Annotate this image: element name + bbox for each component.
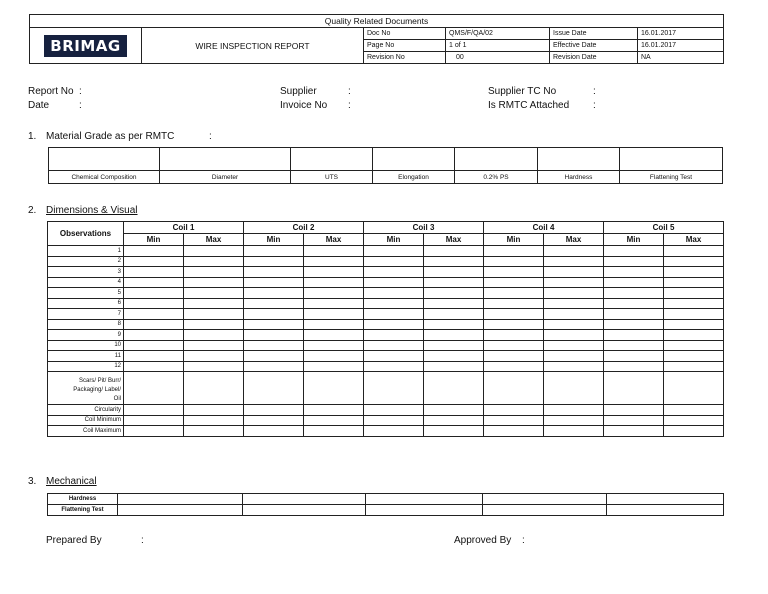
value-cell[interactable] [304,372,364,405]
value-cell[interactable] [364,246,424,257]
value-cell[interactable] [544,415,604,426]
value-cell[interactable] [364,277,424,288]
value-cell[interactable] [124,246,184,257]
row-label: Flattening Test [48,505,118,516]
section-2-heading [28,205,138,216]
value-cell[interactable] [184,330,244,341]
date-label: Date [28,100,50,111]
colon: : [348,100,351,111]
value-cell[interactable] [424,298,484,309]
value-cell[interactable] [184,415,244,426]
value-cell[interactable] [124,298,184,309]
value-cell[interactable] [184,372,244,405]
value-cell[interactable] [604,319,664,330]
meta-value: 16.01.2017 [638,40,724,52]
dimensions-table [47,221,724,437]
table-row [48,361,724,372]
value-cell[interactable] [304,309,364,320]
value-cell[interactable] [604,351,664,362]
value-cell[interactable] [118,494,243,505]
section-number: 1. [28,131,37,142]
value-cell[interactable] [664,309,724,320]
row-label: 9 [48,330,124,341]
section-3-heading [28,476,97,487]
value-cell[interactable] [124,426,184,437]
value-cell[interactable] [664,361,724,372]
value-cell[interactable] [484,426,544,437]
value-cell[interactable] [304,277,364,288]
value-cell[interactable] [544,319,604,330]
value-cell[interactable] [364,426,424,437]
value-cell[interactable] [604,246,664,257]
document-header [29,14,724,64]
value-cell[interactable] [544,277,604,288]
colon: : [79,86,82,97]
value-cell[interactable] [124,415,184,426]
row-label: 7 [48,309,124,320]
input-cell[interactable] [373,148,455,171]
value-cell[interactable] [424,361,484,372]
meta-label: Effective Date [550,40,638,52]
value-cell[interactable] [364,405,424,416]
value-cell[interactable] [604,330,664,341]
value-cell[interactable] [664,246,724,257]
value-cell[interactable] [244,246,304,257]
input-cell[interactable] [291,148,373,171]
column-label: Chemical Composition [49,171,160,184]
column-label: UTS [291,171,373,184]
value-cell[interactable] [304,405,364,416]
row-label: 1 [48,246,124,257]
value-cell[interactable] [304,288,364,299]
row-label: 8 [48,319,124,330]
value-cell[interactable] [424,330,484,341]
value-cell[interactable] [304,330,364,341]
input-cell[interactable] [538,148,620,171]
value-cell[interactable] [604,405,664,416]
value-cell[interactable] [664,288,724,299]
value-cell[interactable] [364,361,424,372]
value-cell[interactable] [664,426,724,437]
column-label: Diameter [160,171,291,184]
value-cell[interactable] [544,288,604,299]
value-cell[interactable] [484,267,544,278]
coil-header: Coil 4 [484,222,604,234]
value-cell[interactable] [424,277,484,288]
meta-value: 00 [446,52,550,64]
value-cell[interactable] [184,277,244,288]
colon: : [79,100,82,111]
value-cell[interactable] [484,372,544,405]
value-cell[interactable] [244,372,304,405]
value-cell[interactable] [244,277,304,288]
value-cell[interactable] [184,351,244,362]
value-cell[interactable] [184,288,244,299]
value-cell[interactable] [304,246,364,257]
value-cell[interactable] [424,246,484,257]
value-cell[interactable] [424,340,484,351]
value-cell[interactable] [243,494,366,505]
value-cell[interactable] [544,256,604,267]
value-cell[interactable] [244,288,304,299]
table-row [48,415,724,426]
min-header: Min [604,234,664,246]
row-label: 12 [48,361,124,372]
supplier-tc-label: Supplier TC No [488,86,557,97]
report-title: WIRE INSPECTION REPORT [142,28,364,64]
value-cell[interactable] [124,372,184,405]
value-cell[interactable] [124,309,184,320]
prepared-by-line [46,535,144,546]
value-cell[interactable] [364,340,424,351]
supplier-tc-line [488,86,596,97]
table-row [48,256,724,267]
row-label: 5 [48,288,124,299]
colon: : [522,535,525,546]
max-header: Max [544,234,604,246]
value-cell[interactable] [364,330,424,341]
value-cell[interactable] [424,256,484,267]
table-row [48,405,724,416]
value-cell[interactable] [484,288,544,299]
value-cell[interactable] [544,309,604,320]
mechanical-table [47,493,724,516]
row-label [48,372,124,405]
value-cell[interactable] [124,319,184,330]
value-cell[interactable] [424,426,484,437]
value-cell[interactable] [604,340,664,351]
value-cell[interactable] [607,505,724,516]
value-cell[interactable] [184,256,244,267]
value-cell[interactable] [484,351,544,362]
value-cell[interactable] [124,277,184,288]
value-cell[interactable] [124,330,184,341]
value-cell[interactable] [304,267,364,278]
value-cell[interactable] [664,319,724,330]
value-cell[interactable] [544,426,604,437]
value-cell[interactable] [184,319,244,330]
value-cell[interactable] [364,319,424,330]
value-cell[interactable] [607,494,724,505]
value-cell[interactable] [544,330,604,341]
meta-label: Issue Date [550,28,638,40]
value-cell[interactable] [244,267,304,278]
table-row [48,340,724,351]
meta-label: Revision No [364,52,446,64]
min-header: Min [244,234,304,246]
row-label: Coil Maximum [48,426,124,437]
table-row [48,288,724,299]
row-label-line: Oil [113,396,121,402]
supplier-line [280,86,351,97]
value-cell[interactable] [364,288,424,299]
value-cell[interactable] [604,415,664,426]
value-cell[interactable] [544,351,604,362]
value-cell[interactable] [244,426,304,437]
rmtc-attached-line [488,100,596,111]
value-cell[interactable] [604,277,664,288]
value-cell[interactable] [364,351,424,362]
value-cell[interactable] [243,505,366,516]
value-cell[interactable] [484,330,544,341]
column-label: Hardness [538,171,620,184]
value-cell[interactable] [364,415,424,426]
value-cell[interactable] [244,405,304,416]
value-cell[interactable] [604,267,664,278]
prepared-by-label: Prepared By [46,535,102,546]
value-cell[interactable] [664,277,724,288]
value-cell[interactable] [544,361,604,372]
value-cell[interactable] [544,298,604,309]
value-cell[interactable] [664,415,724,426]
value-cell[interactable] [664,330,724,341]
value-cell[interactable] [124,288,184,299]
row-label: 4 [48,277,124,288]
value-cell[interactable] [604,372,664,405]
section-number: 2. [28,205,37,216]
table-row [48,309,724,320]
section-title: Mechanical [46,476,97,487]
brimag-logo: BRIMAG [44,35,126,57]
value-cell[interactable] [184,267,244,278]
value-cell[interactable] [424,372,484,405]
value-cell[interactable] [544,246,604,257]
value-cell[interactable] [304,351,364,362]
value-cell[interactable] [364,372,424,405]
value-cell[interactable] [364,267,424,278]
approved-by-label: Approved By [454,535,512,546]
value-cell[interactable] [604,309,664,320]
value-cell[interactable] [424,288,484,299]
section-title: Dimensions & Visual [46,205,138,216]
input-cell[interactable] [455,148,538,171]
date-line [28,100,82,111]
coil-header: Coil 3 [364,222,484,234]
value-cell[interactable] [544,372,604,405]
value-cell[interactable] [484,361,544,372]
value-cell[interactable] [124,267,184,278]
value-cell[interactable] [244,415,304,426]
value-cell[interactable] [484,309,544,320]
value-cell[interactable] [244,340,304,351]
colon: : [593,86,596,97]
colon: : [141,535,144,546]
report-no-line [28,86,82,97]
value-cell[interactable] [124,256,184,267]
value-cell[interactable] [184,298,244,309]
column-label: 0.2% PS [455,171,538,184]
value-cell[interactable] [124,361,184,372]
row-label: 3 [48,267,124,278]
value-cell[interactable] [424,351,484,362]
meta-value: QMS/F/QA/02 [446,28,550,40]
value-cell[interactable] [484,340,544,351]
coil-header: Coil 5 [604,222,724,234]
value-cell[interactable] [484,256,544,267]
supplier-label: Supplier [280,86,317,97]
value-cell[interactable] [484,298,544,309]
row-label: 6 [48,298,124,309]
value-cell[interactable] [484,405,544,416]
table-row [48,298,724,309]
section-title: Material Grade as per RMTC [46,131,175,142]
observations-header: Observations [48,222,124,246]
value-cell[interactable] [366,494,483,505]
value-cell[interactable] [184,340,244,351]
value-cell[interactable] [424,405,484,416]
meta-label: Page No [364,40,446,52]
table-row [48,277,724,288]
value-cell[interactable] [304,340,364,351]
row-label: Hardness [48,494,118,505]
value-cell[interactable] [184,246,244,257]
min-header: Min [484,234,544,246]
table-row [48,246,724,257]
coil-header: Coil 1 [124,222,244,234]
value-cell[interactable] [184,426,244,437]
dimensions-body [48,246,724,437]
logo-cell [30,28,142,64]
value-cell[interactable] [604,288,664,299]
table-row [48,494,724,505]
value-cell[interactable] [604,298,664,309]
material-grade-table [48,147,723,184]
table-row [48,351,724,362]
value-cell[interactable] [484,319,544,330]
value-cell[interactable] [664,351,724,362]
meta-label: Doc No [364,28,446,40]
value-cell[interactable] [304,361,364,372]
row-label-line: Scars/ Pit/ Burr/ [78,378,121,384]
table-row [48,267,724,278]
value-cell[interactable] [184,309,244,320]
colon: : [593,100,596,111]
input-cell[interactable] [620,148,723,171]
row-label: Circularity [48,405,124,416]
table-row [48,319,724,330]
value-cell[interactable] [544,267,604,278]
value-cell[interactable] [244,361,304,372]
value-cell[interactable] [124,351,184,362]
value-cell[interactable] [244,309,304,320]
value-cell[interactable] [664,256,724,267]
value-cell[interactable] [244,298,304,309]
value-cell[interactable] [304,415,364,426]
value-cell[interactable] [484,415,544,426]
value-cell[interactable] [424,319,484,330]
value-cell[interactable] [364,309,424,320]
section-1-heading [28,131,212,142]
value-cell[interactable] [366,505,483,516]
colon: : [348,86,351,97]
row-label: Coil Minimum [48,415,124,426]
input-cell[interactable] [160,148,291,171]
value-cell[interactable] [184,405,244,416]
max-header: Max [304,234,364,246]
min-header: Min [124,234,184,246]
value-cell[interactable] [244,319,304,330]
approved-by-line [454,535,525,546]
value-cell[interactable] [244,256,304,267]
value-cell[interactable] [604,256,664,267]
table-row [48,426,724,437]
value-cell[interactable] [304,426,364,437]
value-cell[interactable] [604,361,664,372]
value-cell[interactable] [364,256,424,267]
colon: : [209,131,212,142]
value-cell[interactable] [664,298,724,309]
table-row [48,372,724,405]
invoice-no-line [280,100,351,111]
value-cell[interactable] [424,309,484,320]
value-cell[interactable] [484,277,544,288]
max-header: Max [424,234,484,246]
report-no-label: Report No [28,86,74,97]
value-cell[interactable] [483,505,607,516]
value-cell[interactable] [484,246,544,257]
value-cell[interactable] [424,267,484,278]
value-cell[interactable] [364,298,424,309]
column-label: Flattening Test [620,171,723,184]
row-label: 10 [48,340,124,351]
value-cell[interactable] [118,505,243,516]
value-cell[interactable] [544,340,604,351]
value-cell[interactable] [664,405,724,416]
section-number: 3. [28,476,37,487]
value-cell[interactable] [304,256,364,267]
value-cell[interactable] [664,340,724,351]
value-cell[interactable] [424,415,484,426]
value-cell[interactable] [124,405,184,416]
value-cell[interactable] [124,340,184,351]
value-cell[interactable] [544,405,604,416]
max-header: Max [184,234,244,246]
value-cell[interactable] [483,494,607,505]
table-row [48,505,724,516]
row-label-line: Packaging/ Label/ [73,387,121,393]
meta-value: 16.01.2017 [638,28,724,40]
value-cell[interactable] [304,319,364,330]
table-row [48,330,724,341]
max-header: Max [664,234,724,246]
quality-documents-title: Quality Related Documents [30,15,724,28]
rmtc-attached-label: Is RMTC Attached [488,100,570,111]
min-header: Min [364,234,424,246]
coil-header: Coil 2 [244,222,364,234]
invoice-no-label: Invoice No [280,100,328,111]
row-label: 2 [48,256,124,267]
meta-value: NA [638,52,724,64]
row-label: 11 [48,351,124,362]
input-cell[interactable] [49,148,160,171]
min-max-header-row [48,234,724,246]
value-cell[interactable] [244,351,304,362]
meta-value: 1 of 1 [446,40,550,52]
value-cell[interactable] [664,372,724,405]
value-cell[interactable] [244,330,304,341]
value-cell[interactable] [604,426,664,437]
value-cell[interactable] [304,298,364,309]
value-cell[interactable] [664,267,724,278]
value-cell[interactable] [184,361,244,372]
meta-label: Revision Date [550,52,638,64]
column-label: Elongation [373,171,455,184]
